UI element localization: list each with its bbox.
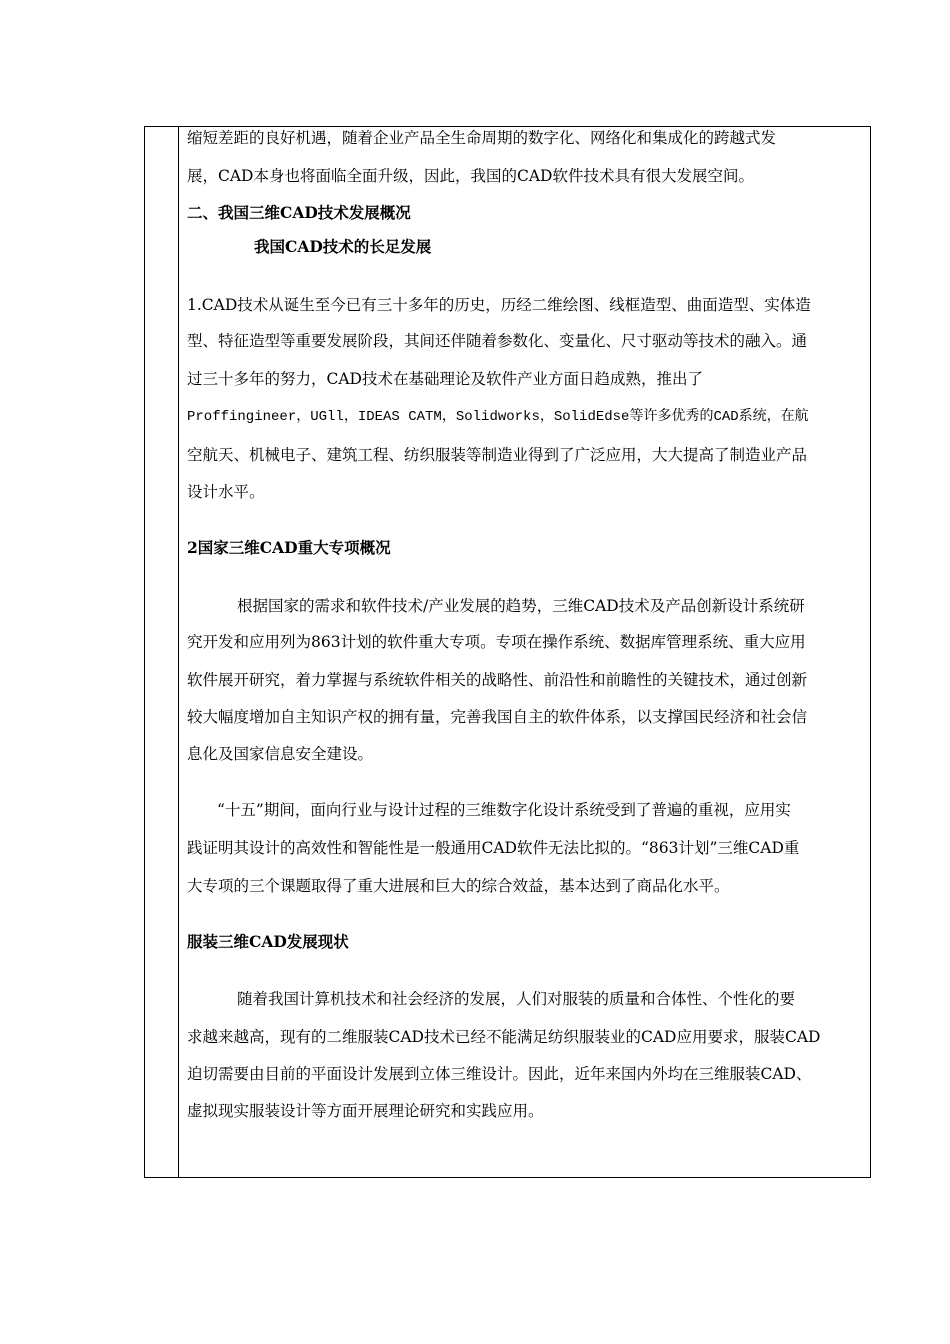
para2-line-5: 息化及国家信息安全建设。 [187,745,374,763]
para1-line-1: 1.CAD技术从诞生至今已有三十多年的历史，历经二维绘图、线框造型、曲面造型、实体造 [187,296,811,314]
para4-line-4: 虚拟现实服装设计等方面开展理论研究和实践应用。 [187,1102,544,1120]
para3-line-2: 践证明其设计的高效性和智能性是一般通用CAD软件无法比拟的。“863计划”三维CAD重 [187,839,800,857]
para1-line-3: 过三十多年的努力，CAD技术在基础理论及软件产业方面日趋成熟，推出了 [187,370,703,388]
document-table [144,126,871,1178]
para4-line-2: 求越来越高，现有的二维服装CAD技术已经不能满足纺织服装业的CAD应用要求，服装CAD [187,1028,821,1046]
para2-line-1: 根据国家的需求和软件技术/产业发展的趋势，三维CAD技术及产品创新设计系统研 [237,597,805,615]
intro-line-2: 展，CAD本身也将面临全面升级，因此，我国的CAD软件技术具有很大发展空间。 [187,167,754,185]
para3-line-1: “十五”期间，面向行业与设计过程的三维数字化设计系统受到了普遍的重视，应用实 [217,801,791,819]
subsection-heading: 我国CAD技术的长足发展 [254,237,432,256]
para1-line-2: 型、特征造型等重要发展阶段，其间还伴随着参数化、变量化、尺寸驱动等技术的融入。通 [187,332,808,350]
table-left-column [145,127,179,1177]
para2-line-2: 究开发和应用列为863计划的软件重大专项。专项在操作系统、数据库管理系统、重大应用 [187,633,806,651]
section-heading: 二、我国三维CAD技术发展概况 [187,203,411,222]
national-heading: 2国家三维CAD重大专项概况 [187,538,391,557]
para2-line-3: 软件展开研究，着力掌握与系统软件相关的战略性、前沿性和前瞻性的关键技术，通过创新 [187,671,808,689]
table-content-cell [179,127,870,1177]
garment-heading: 服装三维CAD发展现状 [187,932,349,951]
para3-line-3: 大专项的三个课题取得了重大进展和巨大的综合效益，基本达到了商品化水平。 [187,877,730,895]
para1-line-4: Proffingineer，UGll，IDEAS CATM，Solidworks，SolidEdse等许多优秀的CAD系统，在航 [187,409,809,425]
para4-line-3: 迫切需要由目前的平面设计发展到立体三维设计。因此，近年来国内外均在三维服装CAD、 [187,1065,812,1083]
para1-line-6: 设计水平。 [187,483,265,501]
para2-line-4: 较大幅度增加自主知识产权的拥有量，完善我国自主的软件体系，以支撑国民经济和社会信 [187,708,808,726]
para1-line-5: 空航天、机械电子、建筑工程、纺织服装等制造业得到了广泛应用，大大提高了制造业产品 [187,446,808,464]
para4-line-1: 随着我国计算机技术和社会经济的发展，人们对服装的质量和合体性、个性化的要 [237,990,796,1008]
intro-line-1: 缩短差距的良好机遇，随着企业产品全生命周期的数字化、网络化和集成化的跨越式发 [187,129,777,147]
